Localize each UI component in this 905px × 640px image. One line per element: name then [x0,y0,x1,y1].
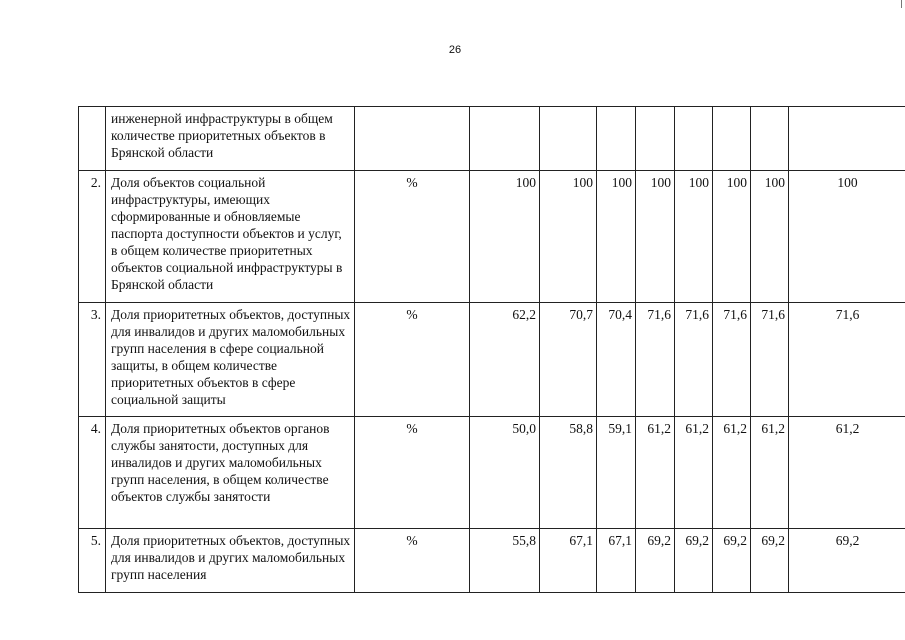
value-cell: 100 [713,171,751,303]
table-row [79,171,905,303]
value-cell: 100 [751,171,789,303]
unit-cell: % [355,529,470,593]
unit-cell: % [355,171,470,303]
value-cell: 100 [540,171,597,303]
value-cell: 61,2 [713,417,751,529]
value-cell [636,107,675,171]
row-number: 4. [79,417,106,529]
value-cell: 71,6 [713,303,751,417]
unit-cell: % [355,303,470,417]
row-number: 3. [79,303,106,417]
value-cell: 67,1 [540,529,597,593]
table-row [79,107,905,171]
value-cell [540,107,597,171]
value-cell [470,107,540,171]
value-cell: 61,2 [751,417,789,529]
value-cell: 100 [636,171,675,303]
value-cell: 100 [470,171,540,303]
value-cell: 69,2 [751,529,789,593]
indicator-name: Доля приоритетных объектов, доступных для инвалидов и других маломобильных групп населения в сфере социальной защиты, в общем количестве приоритетных объектов в сфере социальной защиты [106,303,355,417]
value-cell: 70,7 [540,303,597,417]
value-cell: 61,2 [675,417,713,529]
value-cell [751,107,789,171]
table-row [79,529,905,593]
value-cell: 61,2 [636,417,675,529]
value-cell [713,107,751,171]
indicators-table [78,106,905,593]
value-cell: 50,0 [470,417,540,529]
value-cell: 70,4 [597,303,636,417]
indicator-name: Доля приоритетных объектов, доступных для инвалидов и других маломобильных групп населения [106,529,355,593]
value-cell: 69,2 [713,529,751,593]
value-cell: 62,2 [470,303,540,417]
table-row [79,417,905,529]
value-cell: 55,8 [470,529,540,593]
row-number: 5. [79,529,106,593]
value-cell: 69,2 [636,529,675,593]
table-row [79,303,905,417]
scan-edge-mark [901,0,902,8]
indicator-name: Доля объектов социальной инфраструктуры, имеющих сформированные и обновляемые паспорта доступности объектов и услуг, в общем количестве приоритетных объектов социальной инфраструктуры в Брянской области [106,171,355,303]
value-cell: 58,8 [540,417,597,529]
value-cell: 71,6 [636,303,675,417]
value-cell: 69,2 [789,529,905,593]
value-cell [789,107,905,171]
value-cell: 69,2 [675,529,713,593]
value-cell [675,107,713,171]
value-cell [597,107,636,171]
indicator-name: инженерной инфраструктуры в общем количестве приоритетных объектов в Брянской области [106,107,355,171]
value-cell: 67,1 [597,529,636,593]
indicator-name: Доля приоритетных объектов органов службы занятости, доступных для инвалидов и других маломобильных групп населения, в общем количестве объектов службы занятости [106,417,355,529]
value-cell: 71,6 [675,303,713,417]
value-cell: 59,1 [597,417,636,529]
unit-cell [355,107,470,171]
row-number [79,107,106,171]
page-number: 26 [448,44,462,56]
value-cell: 71,6 [751,303,789,417]
unit-cell: % [355,417,470,529]
value-cell: 100 [675,171,713,303]
value-cell: 100 [597,171,636,303]
row-number: 2. [79,171,106,303]
value-cell: 71,6 [789,303,905,417]
value-cell: 100 [789,171,905,303]
value-cell: 61,2 [789,417,905,529]
